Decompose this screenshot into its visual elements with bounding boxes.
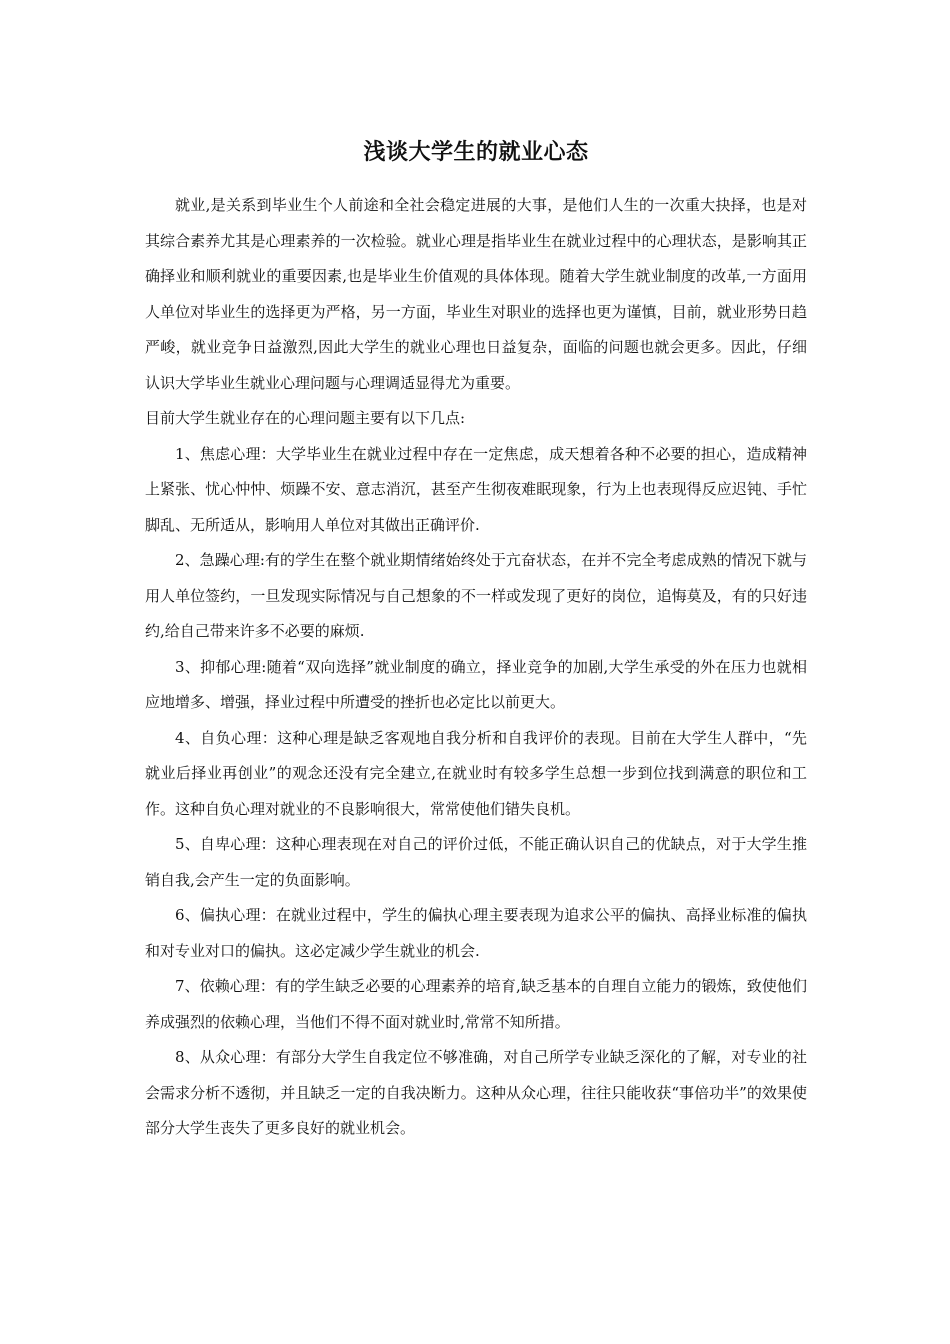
intro-paragraph: 就业,是关系到毕业生个人前途和全社会稳定进展的大事，是他们人生的一次重大抉择，也是对其综合素养尤其是心理素养的一次检验。就业心理是指毕业生在就业过程中的心理状态，是影响其正确择业和顺利就业的重要因素,也是毕业生价值观的具体体现。随着大学生就业制度的改革,一方面用人单位对毕业生的选择更为严格，另一方面，毕业生对职业的选择也更为谨慎，目前，就业形势日趋严峻，就业竞争日益激烈,因此大学生的就业心理也日益复杂，面临的问题也就会更多。因此，仔细认识大学毕业生就业心理问题与心理调适显得尤为重要。 — [145, 196, 807, 392]
point-conceit: 4、自负心理：这种心理是缺乏客观地自我分析和自我评价的表现。目前在大学生人群中，“先就业后择业再创业”的观念还没有完全建立,在就业时有较多学生总想一步到位找到满意的职位和工作。这种自负心理对就业的不良影响很大，常常使他们错失良机。 — [145, 728, 807, 818]
lead-paragraph: 目前大学生就业存在的心理问题主要有以下几点: — [145, 409, 466, 427]
point-inferiority: 5、自卑心理：这种心理表现在对自己的评价过低，不能正确认识自己的优缺点，对于大学生推销自我,会产生一定的负面影响。 — [145, 835, 807, 889]
document-title: 浅谈大学生的就业心态 — [363, 140, 589, 165]
point-paranoia: 6、偏执心理：在就业过程中，学生的偏执心理主要表现为追求公平的偏执、高择业标准的偏执和对专业对口的偏执。这必定减少学生就业的机会. — [145, 906, 807, 960]
point-impatience: 2、急躁心理:有的学生在整个就业期情绪始终处于亢奋状态，在并不完全考虑成熟的情况下就与用人单位签约，一旦发现实际情况与自己想象的不一样或发现了更好的岗位，追悔莫及，有的只好违约,给自己带来许多不必要的麻烦. — [145, 551, 807, 640]
point-conformity: 8、从众心理：有部分大学生自我定位不够准确，对自己所学专业缺乏深化的了解，对专业的社会需求分析不透彻，并且缺乏一定的自我决断力。这种从众心理，往往只能收获“事倍功半”的效果使部分大学生丧失了更多良好的就业机会。 — [145, 1048, 807, 1137]
document-page — [145, 130, 807, 1147]
point-dependence: 7、依赖心理：有的学生缺乏必要的心理素养的培育,缺乏基本的自理自立能力的锻炼，致使他们养成强烈的依赖心理，当他们不得不面对就业时,常常不知所措。 — [145, 977, 807, 1031]
point-anxiety: 1、焦虑心理：大学毕业生在就业过程中存在一定焦虑，成天想着各种不必要的担心，造成精神上紧张、忧心忡忡、烦躁不安、意志消沉，甚至产生彻夜难眠现象，行为上也表现得反应迟钝、手忙脚乱、无所适从，影响用人单位对其做出正确评价. — [145, 444, 807, 534]
point-depression: 3、抑郁心理:随着“双向选择”就业制度的确立，择业竞争的加剧,大学生承受的外在压力也就相应地增多、增强，择业过程中所遭受的挫折也必定比以前更大。 — [145, 657, 807, 711]
